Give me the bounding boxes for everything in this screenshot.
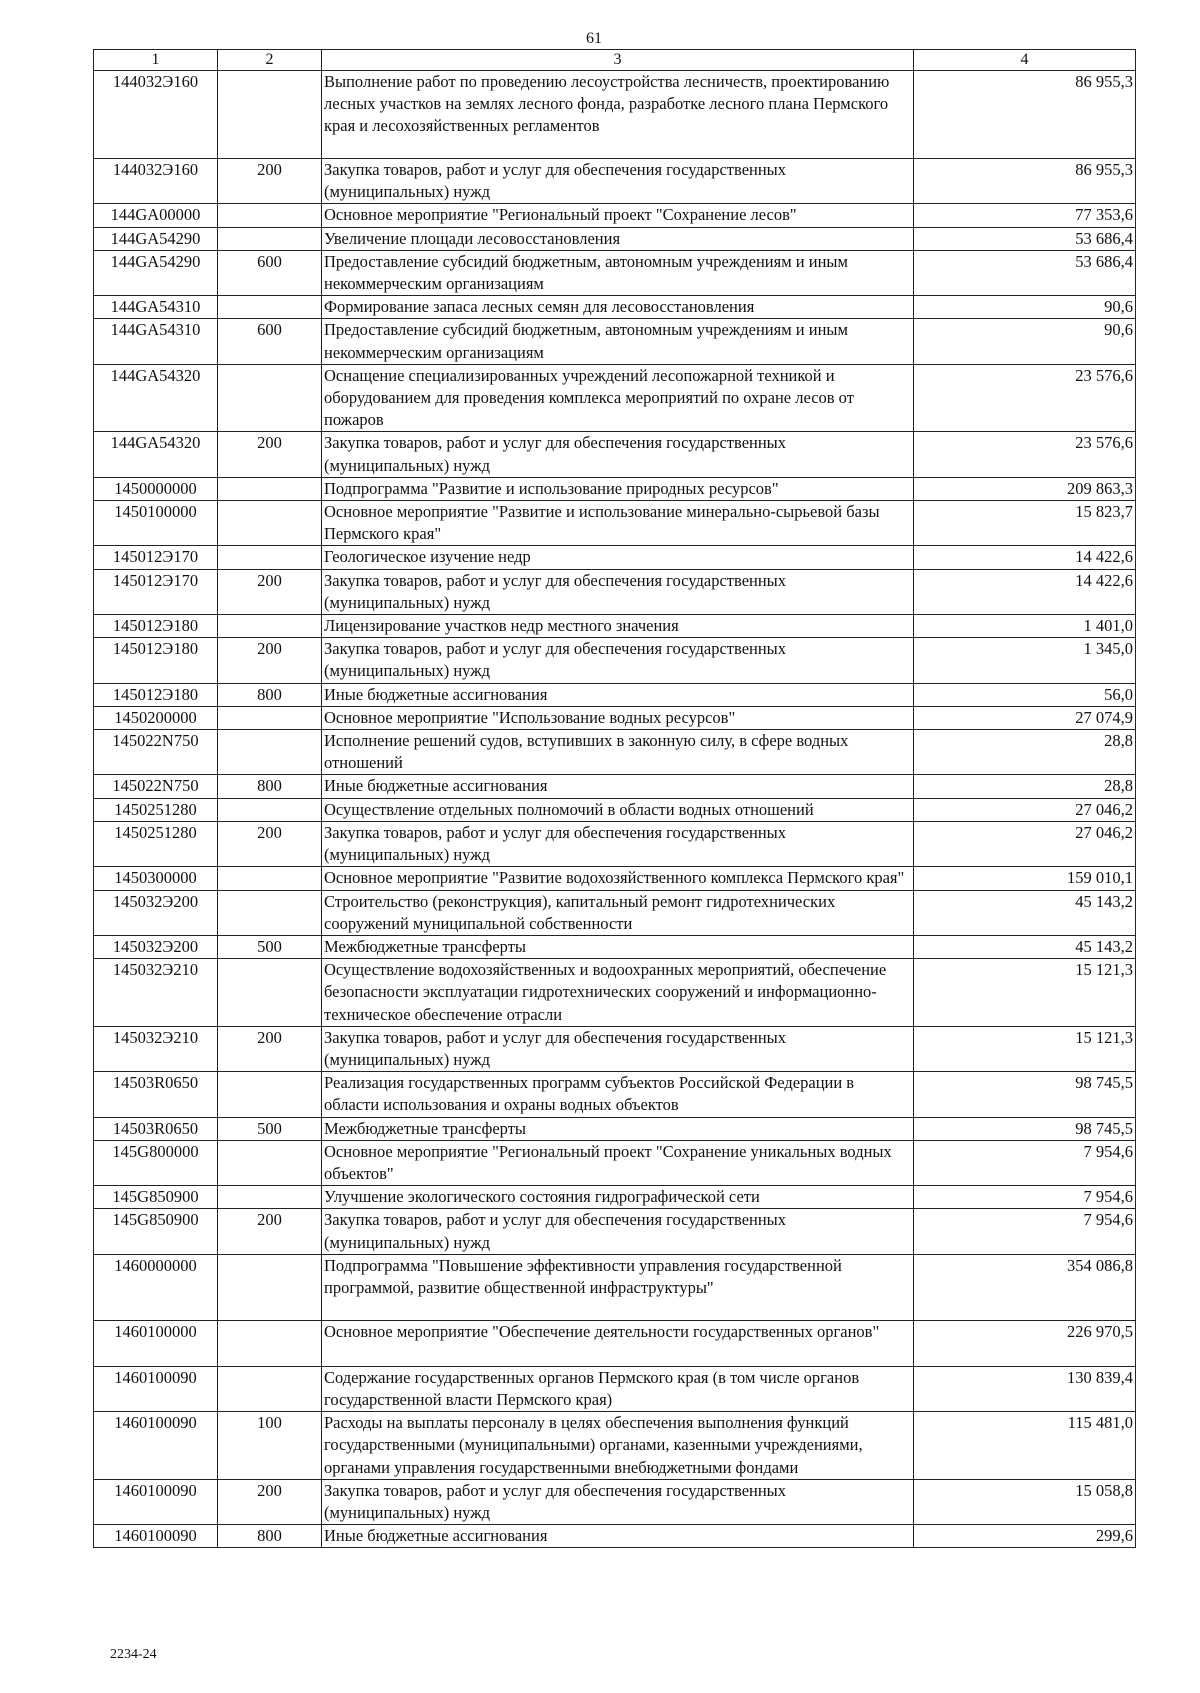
table-row	[94, 706, 1136, 729]
row-amount: 98 745,5	[914, 1072, 1136, 1117]
row-amount: 98 745,5	[914, 1117, 1136, 1140]
row-name: Закупка товаров, работ и услуг для обеспечения государственных (муниципальных) нужд	[322, 1026, 914, 1071]
table-row	[94, 1254, 1136, 1320]
row-expense-type	[218, 798, 322, 821]
row-expense-type	[218, 1140, 322, 1185]
row-name: Содержание государственных органов Пермского края (в том числе органов государственной власти Пермского края)	[322, 1366, 914, 1411]
row-amount: 14 422,6	[914, 546, 1136, 569]
row-name: Оснащение специализированных учреждений лесопожарной техникой и оборудованием для проведения комплекса мероприятий по охране лесов от пожаров	[322, 364, 914, 432]
table-row	[94, 935, 1136, 958]
row-name: Строительство (реконструкция), капитальный ремонт гидротехнических сооружений муниципальной собственности	[322, 890, 914, 935]
row-name: Реализация государственных программ субъектов Российской Федерации в области использования и охраны водных объектов	[322, 1072, 914, 1117]
row-expense-type	[218, 615, 322, 638]
row-code: 14503R0650	[94, 1072, 218, 1117]
row-amount: 90,6	[914, 296, 1136, 319]
row-amount: 27 046,2	[914, 798, 1136, 821]
table-row	[94, 775, 1136, 798]
row-amount: 45 143,2	[914, 935, 1136, 958]
row-code: 144GA54320	[94, 432, 218, 477]
row-amount: 90,6	[914, 319, 1136, 364]
column-header-2: 2	[218, 50, 322, 71]
table-row	[94, 821, 1136, 866]
row-name: Предоставление субсидий бюджетным, автономным учреждениям и иным некоммерческим организациям	[322, 319, 914, 364]
table-row	[94, 1026, 1136, 1071]
table-row	[94, 1412, 1136, 1480]
row-name: Закупка товаров, работ и услуг для обеспечения государственных (муниципальных) нужд	[322, 159, 914, 204]
row-name: Выполнение работ по проведению лесоустройства лесничеств, проектированию лесных участков на землях лесного фонда, разработке лесного плана Пермского края и лесохозяйственных регламентов	[322, 71, 914, 159]
row-expense-type	[218, 1254, 322, 1320]
row-expense-type	[218, 1366, 322, 1411]
table-row	[94, 959, 1136, 1027]
row-expense-type	[218, 477, 322, 500]
row-code: 144GA54310	[94, 296, 218, 319]
row-code: 144GA00000	[94, 204, 218, 227]
row-name: Межбюджетные трансферты	[322, 935, 914, 958]
page-number: 61	[586, 30, 602, 47]
row-name: Осуществление водохозяйственных и водоохранных мероприятий, обеспечение безопасности эксплуатации гидротехнических сооружений и информационно-техническое обеспечение отрасли	[322, 959, 914, 1027]
table-row	[94, 546, 1136, 569]
row-expense-type	[218, 959, 322, 1027]
row-code: 1460100090	[94, 1412, 218, 1480]
row-name: Иные бюджетные ассигнования	[322, 1525, 914, 1548]
row-code: 144GA54290	[94, 250, 218, 295]
row-code: 1460100090	[94, 1366, 218, 1411]
row-code: 145032Э200	[94, 890, 218, 935]
row-code: 145032Э210	[94, 959, 218, 1027]
row-code: 14503R0650	[94, 1117, 218, 1140]
row-amount: 7 954,6	[914, 1186, 1136, 1209]
row-code: 145032Э210	[94, 1026, 218, 1071]
row-expense-type	[218, 71, 322, 159]
table-row	[94, 730, 1136, 775]
row-code: 1450000000	[94, 477, 218, 500]
row-name: Иные бюджетные ассигнования	[322, 775, 914, 798]
row-name: Закупка товаров, работ и услуг для обеспечения государственных (муниципальных) нужд	[322, 432, 914, 477]
row-name: Закупка товаров, работ и услуг для обеспечения государственных (муниципальных) нужд	[322, 638, 914, 683]
row-name: Расходы на выплаты персоналу в целях обеспечения выполнения функций государственными (муниципальными) органами, казенными учреждениями, органами управления государственными внебюджетными фондами	[322, 1412, 914, 1480]
row-amount: 354 086,8	[914, 1254, 1136, 1320]
row-name: Закупка товаров, работ и услуг для обеспечения государственных (муниципальных) нужд	[322, 1479, 914, 1524]
row-code: 145032Э200	[94, 935, 218, 958]
table-row	[94, 364, 1136, 432]
row-code: 1460100090	[94, 1525, 218, 1548]
row-amount: 23 576,6	[914, 432, 1136, 477]
row-amount: 7 954,6	[914, 1209, 1136, 1254]
table-row	[94, 250, 1136, 295]
table-row	[94, 1479, 1136, 1524]
row-expense-type: 200	[218, 1026, 322, 1071]
row-amount: 27 074,9	[914, 706, 1136, 729]
row-expense-type	[218, 364, 322, 432]
row-expense-type	[218, 1186, 322, 1209]
row-amount: 77 353,6	[914, 204, 1136, 227]
row-amount: 15 121,3	[914, 1026, 1136, 1071]
row-name: Лицензирование участков недр местного значения	[322, 615, 914, 638]
row-expense-type: 200	[218, 821, 322, 866]
row-expense-type: 600	[218, 319, 322, 364]
row-name: Основное мероприятие "Обеспечение деятельности государственных органов"	[322, 1320, 914, 1366]
table-row	[94, 71, 1136, 159]
row-name: Геологическое изучение недр	[322, 546, 914, 569]
row-expense-type	[218, 1320, 322, 1366]
row-expense-type: 600	[218, 250, 322, 295]
table-row	[94, 1525, 1136, 1548]
header-row	[94, 50, 1136, 71]
row-expense-type: 500	[218, 1117, 322, 1140]
row-expense-type: 200	[218, 1209, 322, 1254]
row-code: 145012Э170	[94, 569, 218, 614]
row-name: Предоставление субсидий бюджетным, автономным учреждениям и иным некоммерческим организациям	[322, 250, 914, 295]
row-amount: 53 686,4	[914, 227, 1136, 250]
row-code: 1460000000	[94, 1254, 218, 1320]
row-name: Исполнение решений судов, вступивших в законную силу, в сфере водных отношений	[322, 730, 914, 775]
row-expense-type	[218, 227, 322, 250]
row-code: 1450200000	[94, 706, 218, 729]
table-row	[94, 432, 1136, 477]
row-code: 1450251280	[94, 821, 218, 866]
row-code: 1450251280	[94, 798, 218, 821]
table-row	[94, 1366, 1136, 1411]
row-expense-type: 200	[218, 569, 322, 614]
row-expense-type: 500	[218, 935, 322, 958]
table-row	[94, 501, 1136, 546]
table-row	[94, 159, 1136, 204]
row-amount: 45 143,2	[914, 890, 1136, 935]
row-amount: 53 686,4	[914, 250, 1136, 295]
row-expense-type: 100	[218, 1412, 322, 1480]
row-amount: 15 121,3	[914, 959, 1136, 1027]
row-code: 145022N750	[94, 775, 218, 798]
table-row	[94, 638, 1136, 683]
row-name: Подпрограмма "Повышение эффективности управления государственной программой, развитие общественной инфраструктуры"	[322, 1254, 914, 1320]
row-code: 144032Э160	[94, 71, 218, 159]
row-amount: 56,0	[914, 683, 1136, 706]
table-row	[94, 569, 1136, 614]
row-name: Основное мероприятие "Развитие и использование минерально-сырьевой базы Пермского края"	[322, 501, 914, 546]
table-row	[94, 227, 1136, 250]
table-row	[94, 798, 1136, 821]
row-amount: 209 863,3	[914, 477, 1136, 500]
row-amount: 226 970,5	[914, 1320, 1136, 1366]
row-code: 145012Э170	[94, 546, 218, 569]
row-code: 145022N750	[94, 730, 218, 775]
row-amount: 27 046,2	[914, 821, 1136, 866]
row-expense-type	[218, 1072, 322, 1117]
row-amount: 15 058,8	[914, 1479, 1136, 1524]
row-expense-type: 200	[218, 1479, 322, 1524]
row-code: 1460100000	[94, 1320, 218, 1366]
table-row	[94, 890, 1136, 935]
row-code: 144032Э160	[94, 159, 218, 204]
table-row	[94, 1186, 1136, 1209]
column-header-1: 1	[94, 50, 218, 71]
row-code: 145012Э180	[94, 615, 218, 638]
row-code: 1450300000	[94, 867, 218, 890]
table-row	[94, 477, 1136, 500]
table-row	[94, 615, 1136, 638]
table-row	[94, 1117, 1136, 1140]
row-expense-type	[218, 867, 322, 890]
row-expense-type	[218, 501, 322, 546]
row-expense-type	[218, 546, 322, 569]
table-row	[94, 296, 1136, 319]
table-row	[94, 204, 1136, 227]
row-amount: 14 422,6	[914, 569, 1136, 614]
row-amount: 130 839,4	[914, 1366, 1136, 1411]
row-code: 145012Э180	[94, 638, 218, 683]
table-row	[94, 1072, 1136, 1117]
row-name: Иные бюджетные ассигнования	[322, 683, 914, 706]
row-amount: 28,8	[914, 730, 1136, 775]
table-row	[94, 1320, 1136, 1366]
row-name: Закупка товаров, работ и услуг для обеспечения государственных (муниципальных) нужд	[322, 569, 914, 614]
row-expense-type: 800	[218, 1525, 322, 1548]
table-row	[94, 1140, 1136, 1185]
row-code: 144GA54310	[94, 319, 218, 364]
row-code: 144GA54290	[94, 227, 218, 250]
row-name: Подпрограмма "Развитие и использование природных ресурсов"	[322, 477, 914, 500]
row-expense-type	[218, 730, 322, 775]
row-amount: 28,8	[914, 775, 1136, 798]
row-expense-type: 800	[218, 683, 322, 706]
column-header-4: 4	[914, 50, 1136, 71]
row-name: Формирование запаса лесных семян для лесовосстановления	[322, 296, 914, 319]
row-amount: 86 955,3	[914, 71, 1136, 159]
row-expense-type	[218, 296, 322, 319]
row-name: Основное мероприятие "Региональный проект "Сохранение лесов"	[322, 204, 914, 227]
row-amount: 7 954,6	[914, 1140, 1136, 1185]
row-amount: 115 481,0	[914, 1412, 1136, 1480]
row-code: 1460100090	[94, 1479, 218, 1524]
budget-table	[93, 49, 1136, 1548]
row-expense-type	[218, 890, 322, 935]
table-row	[94, 683, 1136, 706]
row-expense-type: 200	[218, 159, 322, 204]
row-code: 145012Э180	[94, 683, 218, 706]
row-expense-type	[218, 204, 322, 227]
row-code: 145G850900	[94, 1209, 218, 1254]
row-name: Основное мероприятие "Развитие водохозяйственного комплекса Пермского края"	[322, 867, 914, 890]
row-amount: 15 823,7	[914, 501, 1136, 546]
document-footer-code: 2234-24	[110, 1647, 157, 1662]
row-amount: 23 576,6	[914, 364, 1136, 432]
row-code: 144GA54320	[94, 364, 218, 432]
column-header-3: 3	[322, 50, 914, 71]
row-code: 1450100000	[94, 501, 218, 546]
row-amount: 1 401,0	[914, 615, 1136, 638]
row-amount: 299,6	[914, 1525, 1136, 1548]
row-name: Увеличение площади лесовосстановления	[322, 227, 914, 250]
row-amount: 159 010,1	[914, 867, 1136, 890]
row-expense-type: 200	[218, 638, 322, 683]
table-body	[94, 71, 1136, 1548]
row-name: Закупка товаров, работ и услуг для обеспечения государственных (муниципальных) нужд	[322, 1209, 914, 1254]
row-expense-type	[218, 706, 322, 729]
row-name: Закупка товаров, работ и услуг для обеспечения государственных (муниципальных) нужд	[322, 821, 914, 866]
row-name: Улучшение экологического состояния гидрографической сети	[322, 1186, 914, 1209]
row-name: Осуществление отдельных полномочий в области водных отношений	[322, 798, 914, 821]
row-expense-type: 800	[218, 775, 322, 798]
row-name: Основное мероприятие "Использование водных ресурсов"	[322, 706, 914, 729]
row-amount: 1 345,0	[914, 638, 1136, 683]
row-amount: 86 955,3	[914, 159, 1136, 204]
row-name: Основное мероприятие "Региональный проект "Сохранение уникальных водных объектов"	[322, 1140, 914, 1185]
row-code: 145G850900	[94, 1186, 218, 1209]
row-expense-type: 200	[218, 432, 322, 477]
row-name: Межбюджетные трансферты	[322, 1117, 914, 1140]
table-row	[94, 1209, 1136, 1254]
table-row	[94, 867, 1136, 890]
table-row	[94, 319, 1136, 364]
row-code: 145G800000	[94, 1140, 218, 1185]
